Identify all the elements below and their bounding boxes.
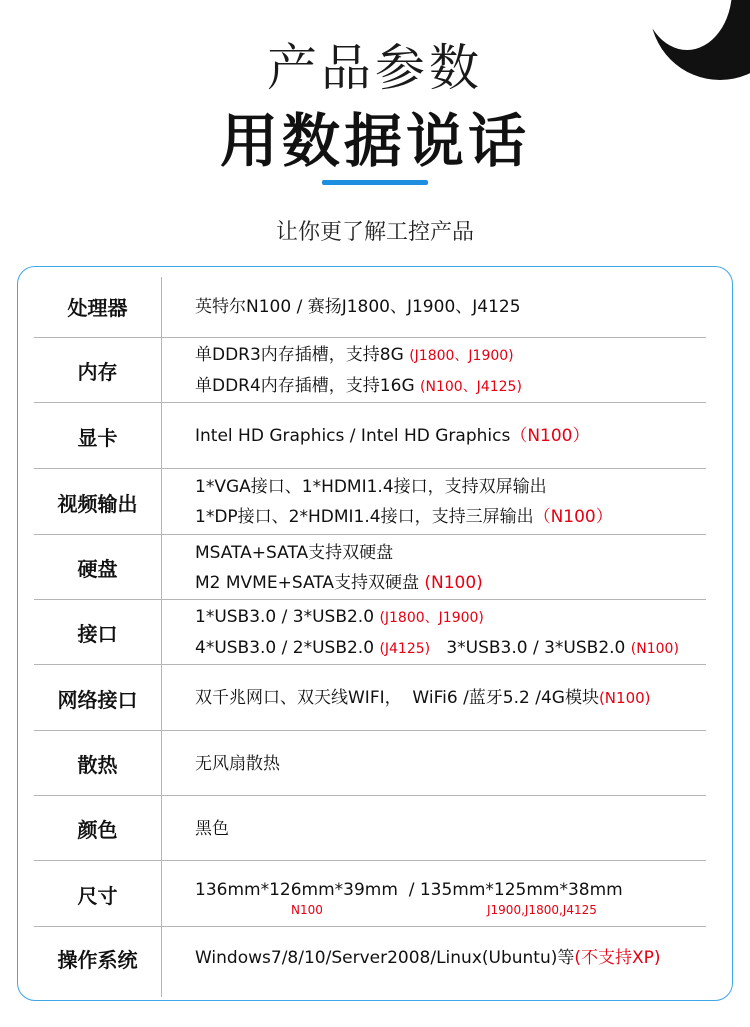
spec-row-cooling: [34, 731, 706, 796]
spec-label: 处理器: [67, 296, 128, 320]
page-subtitle: 让你更了解工控产品: [275, 220, 474, 245]
spec-value: [195, 600, 725, 665]
spec-text: 单DDR4内存插槽，支持16G: [195, 375, 421, 396]
spec-note: N100: [291, 903, 323, 917]
spec-note: （N100）: [510, 426, 590, 446]
page-title: 产品参数: [267, 39, 483, 97]
spec-label: 颜色: [77, 818, 118, 842]
spec-value: [195, 338, 725, 403]
spec-text: 1*VGA接口、1*HDMI1.4接口，支持双屏输出: [195, 477, 547, 497]
spec-note: (N100): [598, 689, 651, 707]
spec-label: 内存: [77, 360, 118, 384]
spec-value: [195, 665, 725, 731]
spec-note: (J1800、J1900): [379, 609, 484, 626]
spec-text: 双千兆网口、双天线WIFI， WiFi6 /蓝牙5.2 /4G模块: [195, 688, 599, 708]
spec-row-network: [34, 665, 706, 731]
spec-value: [195, 469, 725, 535]
spec-note: (N100、J4125): [420, 378, 522, 395]
spec-note: (J1800、J1900): [409, 347, 514, 364]
spec-note: （N100）: [533, 507, 613, 527]
spec-row-os: [34, 927, 706, 989]
spec-label: 网络接口: [57, 687, 138, 712]
spec-value: [195, 796, 725, 861]
spec-row-gpu: [34, 403, 706, 469]
title-underline: [322, 180, 428, 185]
spec-table: [17, 266, 733, 1001]
spec-row-ports: [34, 600, 706, 665]
spec-text: 3*USB3.0 / 3*USB2.0: [430, 637, 631, 658]
spec-value: [195, 535, 725, 600]
spec-label: 视频输出: [57, 491, 138, 516]
spec-value: [195, 403, 725, 469]
spec-label: 显卡: [77, 425, 118, 450]
spec-text: Intel HD Graphics / Intel HD Graphics: [195, 426, 511, 446]
spec-row-size: [34, 861, 706, 927]
spec-text: 1*DP接口、2*HDMI1.4接口，支持三屏输出: [195, 507, 534, 527]
spec-text: 136mm*126mm*39mm / 135mm*125mm*38mm: [195, 880, 623, 900]
spec-text: 无风扇散热: [195, 753, 280, 774]
spec-row-cpu: [34, 275, 706, 338]
spec-label: 操作系统: [57, 947, 138, 972]
spec-value: [195, 731, 725, 796]
spec-text: 4*USB3.0 / 2*USB2.0: [195, 637, 380, 658]
spec-text: M2 MVME+SATA支持双硬盘: [195, 572, 425, 593]
spec-value: [195, 861, 725, 927]
spec-text: 单DDR3内存插槽，支持8G: [195, 344, 410, 365]
spec-note: (不支持XP): [574, 948, 661, 968]
spec-note: (J4125): [379, 640, 431, 657]
spec-row-video: [34, 469, 706, 535]
spec-label: 散热: [77, 753, 118, 777]
spec-row-color: [34, 796, 706, 861]
spec-label: 硬盘: [77, 557, 118, 581]
spec-text: 英特尔N100 / 赛扬J1800、J1900、J4125: [195, 296, 521, 317]
spec-note: (N100): [630, 640, 679, 657]
spec-text: 黑色: [195, 818, 229, 839]
spec-row-storage: [34, 535, 706, 600]
spec-label: 接口: [77, 622, 118, 646]
spec-note: J1900,J1800,J4125: [487, 903, 597, 917]
spec-text: MSATA+SATA支持双硬盘: [195, 542, 394, 563]
spec-value: [195, 275, 725, 338]
spec-text: Windows7/8/10/Server2008/Linux(Ubuntu)等: [195, 948, 575, 968]
spec-value: [195, 927, 725, 989]
page-headline: 用数据说话: [219, 107, 530, 175]
spec-text: 1*USB3.0 / 3*USB2.0: [195, 606, 380, 627]
spec-row-memory: [34, 338, 706, 403]
spec-note: (N100): [424, 572, 483, 593]
spec-label: 尺寸: [77, 883, 118, 908]
